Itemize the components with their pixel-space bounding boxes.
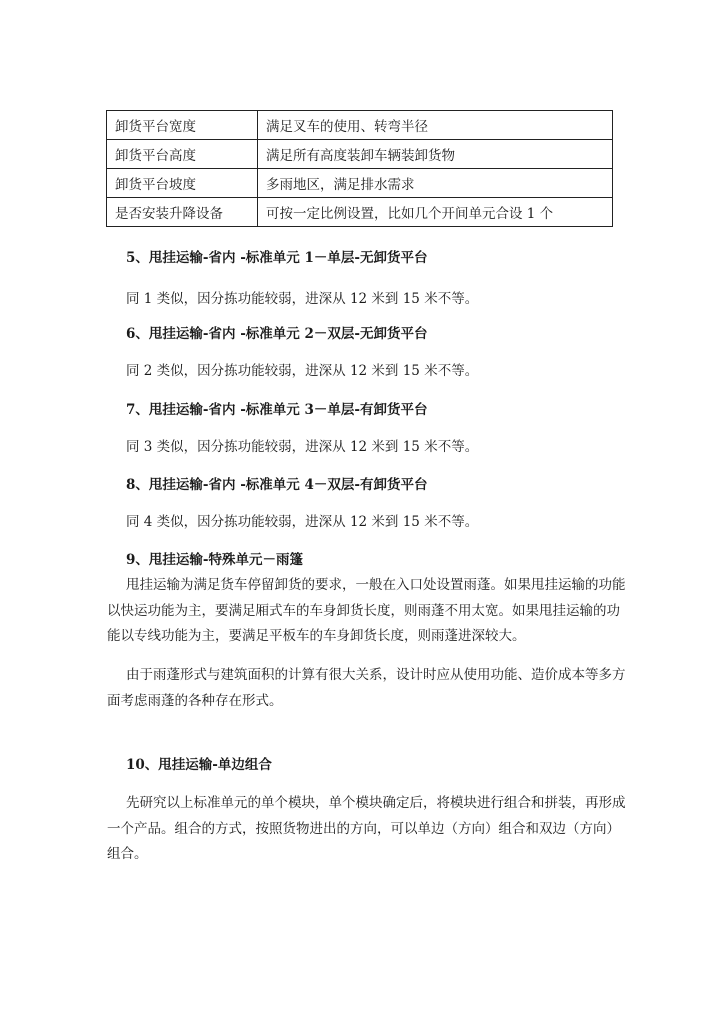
section-5-text: 同 1 类似，因分拣功能较弱，进深从 12 米到 15 米不等。 xyxy=(126,291,479,307)
table-cell-label: 卸货平台宽度 xyxy=(107,111,258,140)
table-row xyxy=(107,198,613,227)
section-6-heading: 6、甩挂运输-省内 -标准单元 2－双层-无卸货平台 xyxy=(126,326,428,342)
table-cell-value: 满足所有高度装卸车辆装卸货物 xyxy=(258,140,613,169)
section-7-heading: 7、甩挂运输-省内 -标准单元 3－单层-有卸货平台 xyxy=(126,402,428,418)
table-cell-label: 卸货平台高度 xyxy=(107,140,258,169)
spec-table xyxy=(106,110,613,227)
section-5-heading: 5、甩挂运输-省内 -标准单元 1－单层-无卸货平台 xyxy=(126,250,428,266)
section-8-heading: 8、甩挂运输-省内 -标准单元 4－双层-有卸货平台 xyxy=(126,477,428,493)
table-row xyxy=(107,140,613,169)
table-cell-value: 可按一定比例设置，比如几个开间单元合设 1 个 xyxy=(258,198,613,227)
section-6-text: 同 2 类似，因分拣功能较弱，进深从 12 米到 15 米不等。 xyxy=(126,363,479,379)
section-9-paragraph-2: 由于雨蓬形式与建筑面积的计算有很大关系，设计时应从使用功能、造价成本等多方面考虑雨蓬的各种存在形式。 xyxy=(107,667,626,709)
section-10-paragraph-1: 先研究以上标准单元的单个模块，单个模块确定后，将模块进行组合和拼装，再形成一个产品。组合的方式，按照货物进出的方向，可以单边（方向）组合和双边（方向）组合。 xyxy=(107,795,626,862)
table-row xyxy=(107,169,613,198)
section-9-paragraph-1: 甩挂运输为满足货车停留卸货的要求，一般在入口处设置雨蓬。如果甩挂运输的功能以快运功能为主，要满足厢式车的车身卸货长度，则雨蓬不用太宽。如果甩挂运输的功能以专线功能为主，要满足平板车的车身卸货长度，则雨蓬进深较大。 xyxy=(107,577,626,644)
table-row xyxy=(107,111,613,140)
table-cell-value: 满足叉车的使用、转弯半径 xyxy=(258,111,613,140)
section-9-heading: 9、甩挂运输-特殊单元－雨篷 xyxy=(126,552,303,568)
table-cell-label: 是否安装升降设备 xyxy=(107,198,258,227)
section-10-heading: 10、甩挂运输-单边组合 xyxy=(126,757,272,773)
section-7-text: 同 3 类似，因分拣功能较弱，进深从 12 米到 15 米不等。 xyxy=(126,439,479,455)
table-cell-label: 卸货平台坡度 xyxy=(107,169,258,198)
section-8-text: 同 4 类似，因分拣功能较弱，进深从 12 米到 15 米不等。 xyxy=(126,514,479,530)
table-cell-value: 多雨地区，满足排水需求 xyxy=(258,169,613,198)
